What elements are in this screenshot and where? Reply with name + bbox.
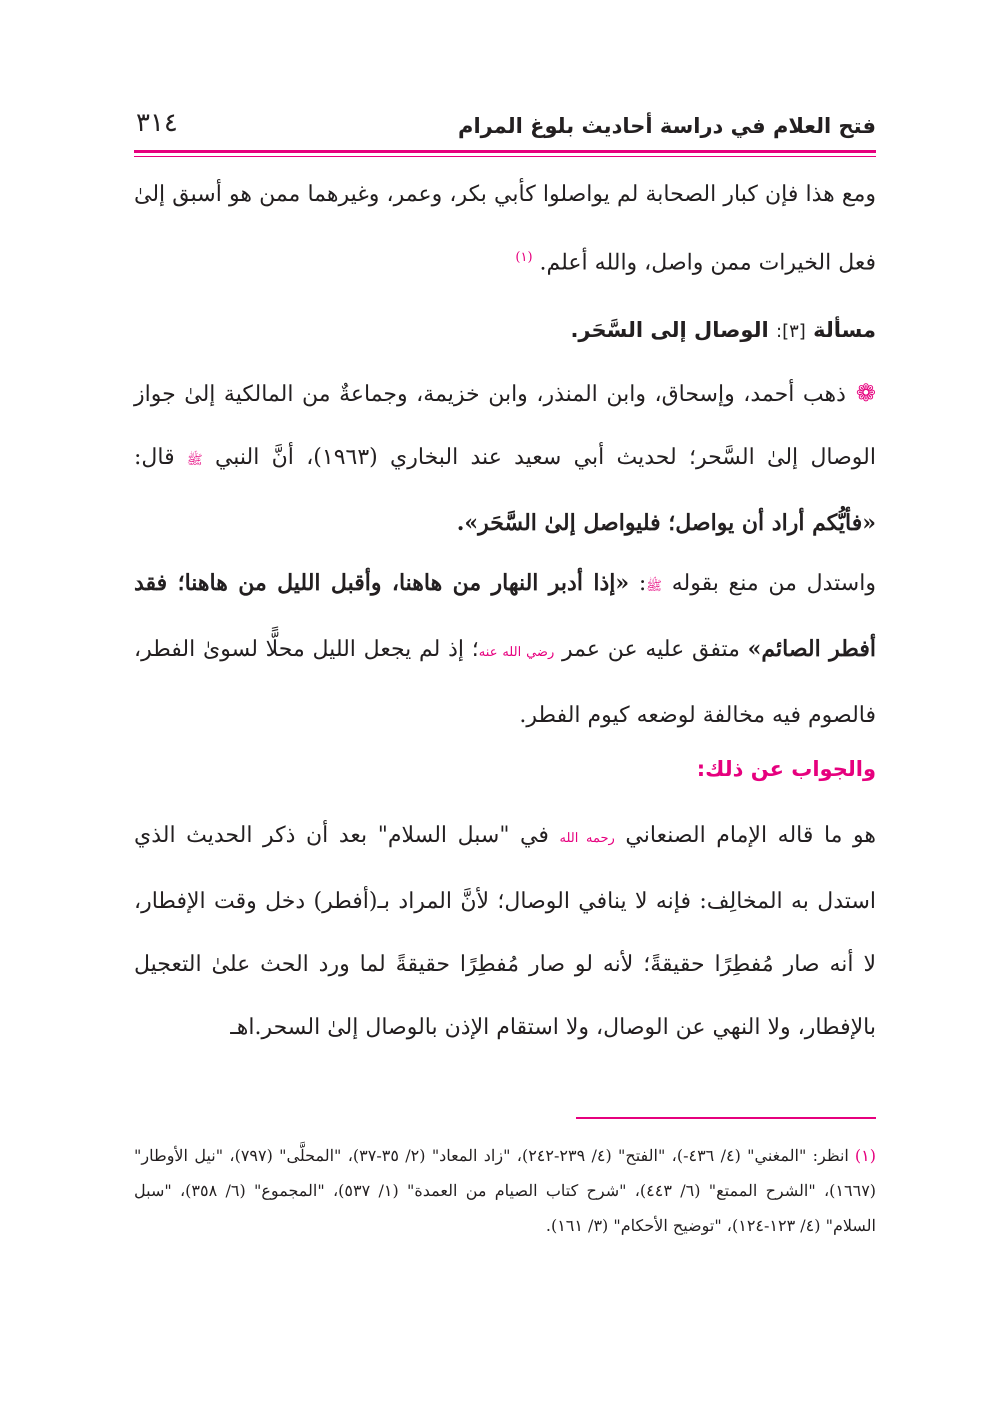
salawat-honorific-2: ﷺ	[646, 579, 662, 594]
page	[134, 0, 876, 1418]
issue-number: [٣]:	[776, 321, 806, 342]
paragraph-4	[134, 804, 876, 1059]
paragraph-3	[134, 552, 876, 747]
footnote-separator	[576, 1117, 876, 1119]
radiallahu-honorific: رضي الله عنه	[478, 645, 555, 660]
paragraph-2-said: قال:	[134, 445, 175, 470]
issue-heading	[570, 318, 876, 342]
paragraph-3-end: ؛ إذ لم يجعل الليل محلًّا لسوىٰ الفطر، فالصوم فيه مخالفة لوضعه كيوم الفطر.	[134, 637, 876, 728]
flower-ornament-icon: ❁	[855, 379, 876, 407]
hadith-quote-2: «إذا أدبر النهار من هاهنا، وأقبل الليل من هاهنا؛ فقد أفطر الصائم»	[134, 570, 876, 662]
hadith-quote-1: «فأيُّكم أراد أن يواصل؛ فليواصل إلىٰ السَّحَر».	[456, 510, 876, 536]
paragraph-1-text: ومع هذا فإن كبار الصحابة لم يواصلوا كأبي بكر، وعمر، وغيرهما ممن هو أسبق إلىٰ فعل الخيرات ممن واصل، والله أعلم.	[134, 182, 876, 276]
footnote-ref[interactable]: (١)	[515, 250, 533, 265]
paragraph-3-source: متفق عليه عن عمر	[562, 637, 740, 662]
paragraph-2	[134, 362, 876, 555]
book-title: فتح العلام في دراسة أحاديث بلوغ المرام	[458, 114, 876, 138]
paragraph-1	[134, 163, 876, 294]
footnote-number: (١)	[854, 1146, 876, 1165]
salawat-honorific: ﷺ	[186, 453, 203, 468]
paragraph-3-intro: واستدل من منع بقوله	[671, 571, 876, 596]
paragraph-2-text: ذهب أحمد، وإسحاق، وابن المنذر، وابن خزيمة، وجماعةٌ من المالكية إلىٰ جواز الوصال إلىٰ السَّحر؛ لحديث أبي سعيد عند البخاري (١٩٦٣)، أنَّ النبي	[134, 382, 876, 470]
header-rule-thin	[134, 156, 876, 157]
answer-heading: والجواب عن ذلك:	[696, 757, 876, 781]
running-header	[134, 106, 876, 146]
footnote-text: انظر: "المغني" (٤/ ٤٣٦-)، "الفتح" (٤/ ٢٣٩-٢٤٢)، "زاد المعاد" (٢/ ٣٥-٣٧)، "المحلَّى" (٧٩٧)، "نيل الأوطار" (١٦٦٧)، "الشرح الممتع" (٦/ ٤٤٣)، "شرح كتاب الصيام من العمدة" (١/ ٥٣٧)، "المجموع" (٦/ ٣٥٨)، "سبل السلام" (٤/ ١٢٣-١٢٤)، "توضيح الأحكام" (٣/ ١٦١).	[134, 1146, 877, 1235]
paragraph-4-text: في "سبل السلام" بعد أن ذكر الحديث الذي استدل به المخالِف: فإنه لا ينافي الوصال؛ لأنَّ المراد بـ(أفطر) دخل وقت الإفطار، لا أنه صار مُفطِرًا حقيقةً؛ لأنه لو صار مُفطِرًا حقيقةً لما ورد الحث علىٰ التعجيل بالإفطار، ولا النهي عن الوصال، ولا استقام الإذن بالوصال إلىٰ السحر.اهـ	[134, 823, 876, 1040]
issue-title: الوصال إلى السَّحَر.	[570, 318, 769, 342]
paragraph-4-intro: هو ما قاله الإمام الصنعاني	[625, 823, 876, 848]
header-rule-thick	[134, 150, 876, 153]
paragraph-3-colon: :	[638, 571, 647, 596]
rahimahullah-honorific: رحمه الله	[559, 831, 615, 846]
issue-label: مسألة	[813, 318, 876, 342]
footnote-1	[134, 1138, 876, 1243]
page-number: ٣١٤	[136, 108, 178, 138]
